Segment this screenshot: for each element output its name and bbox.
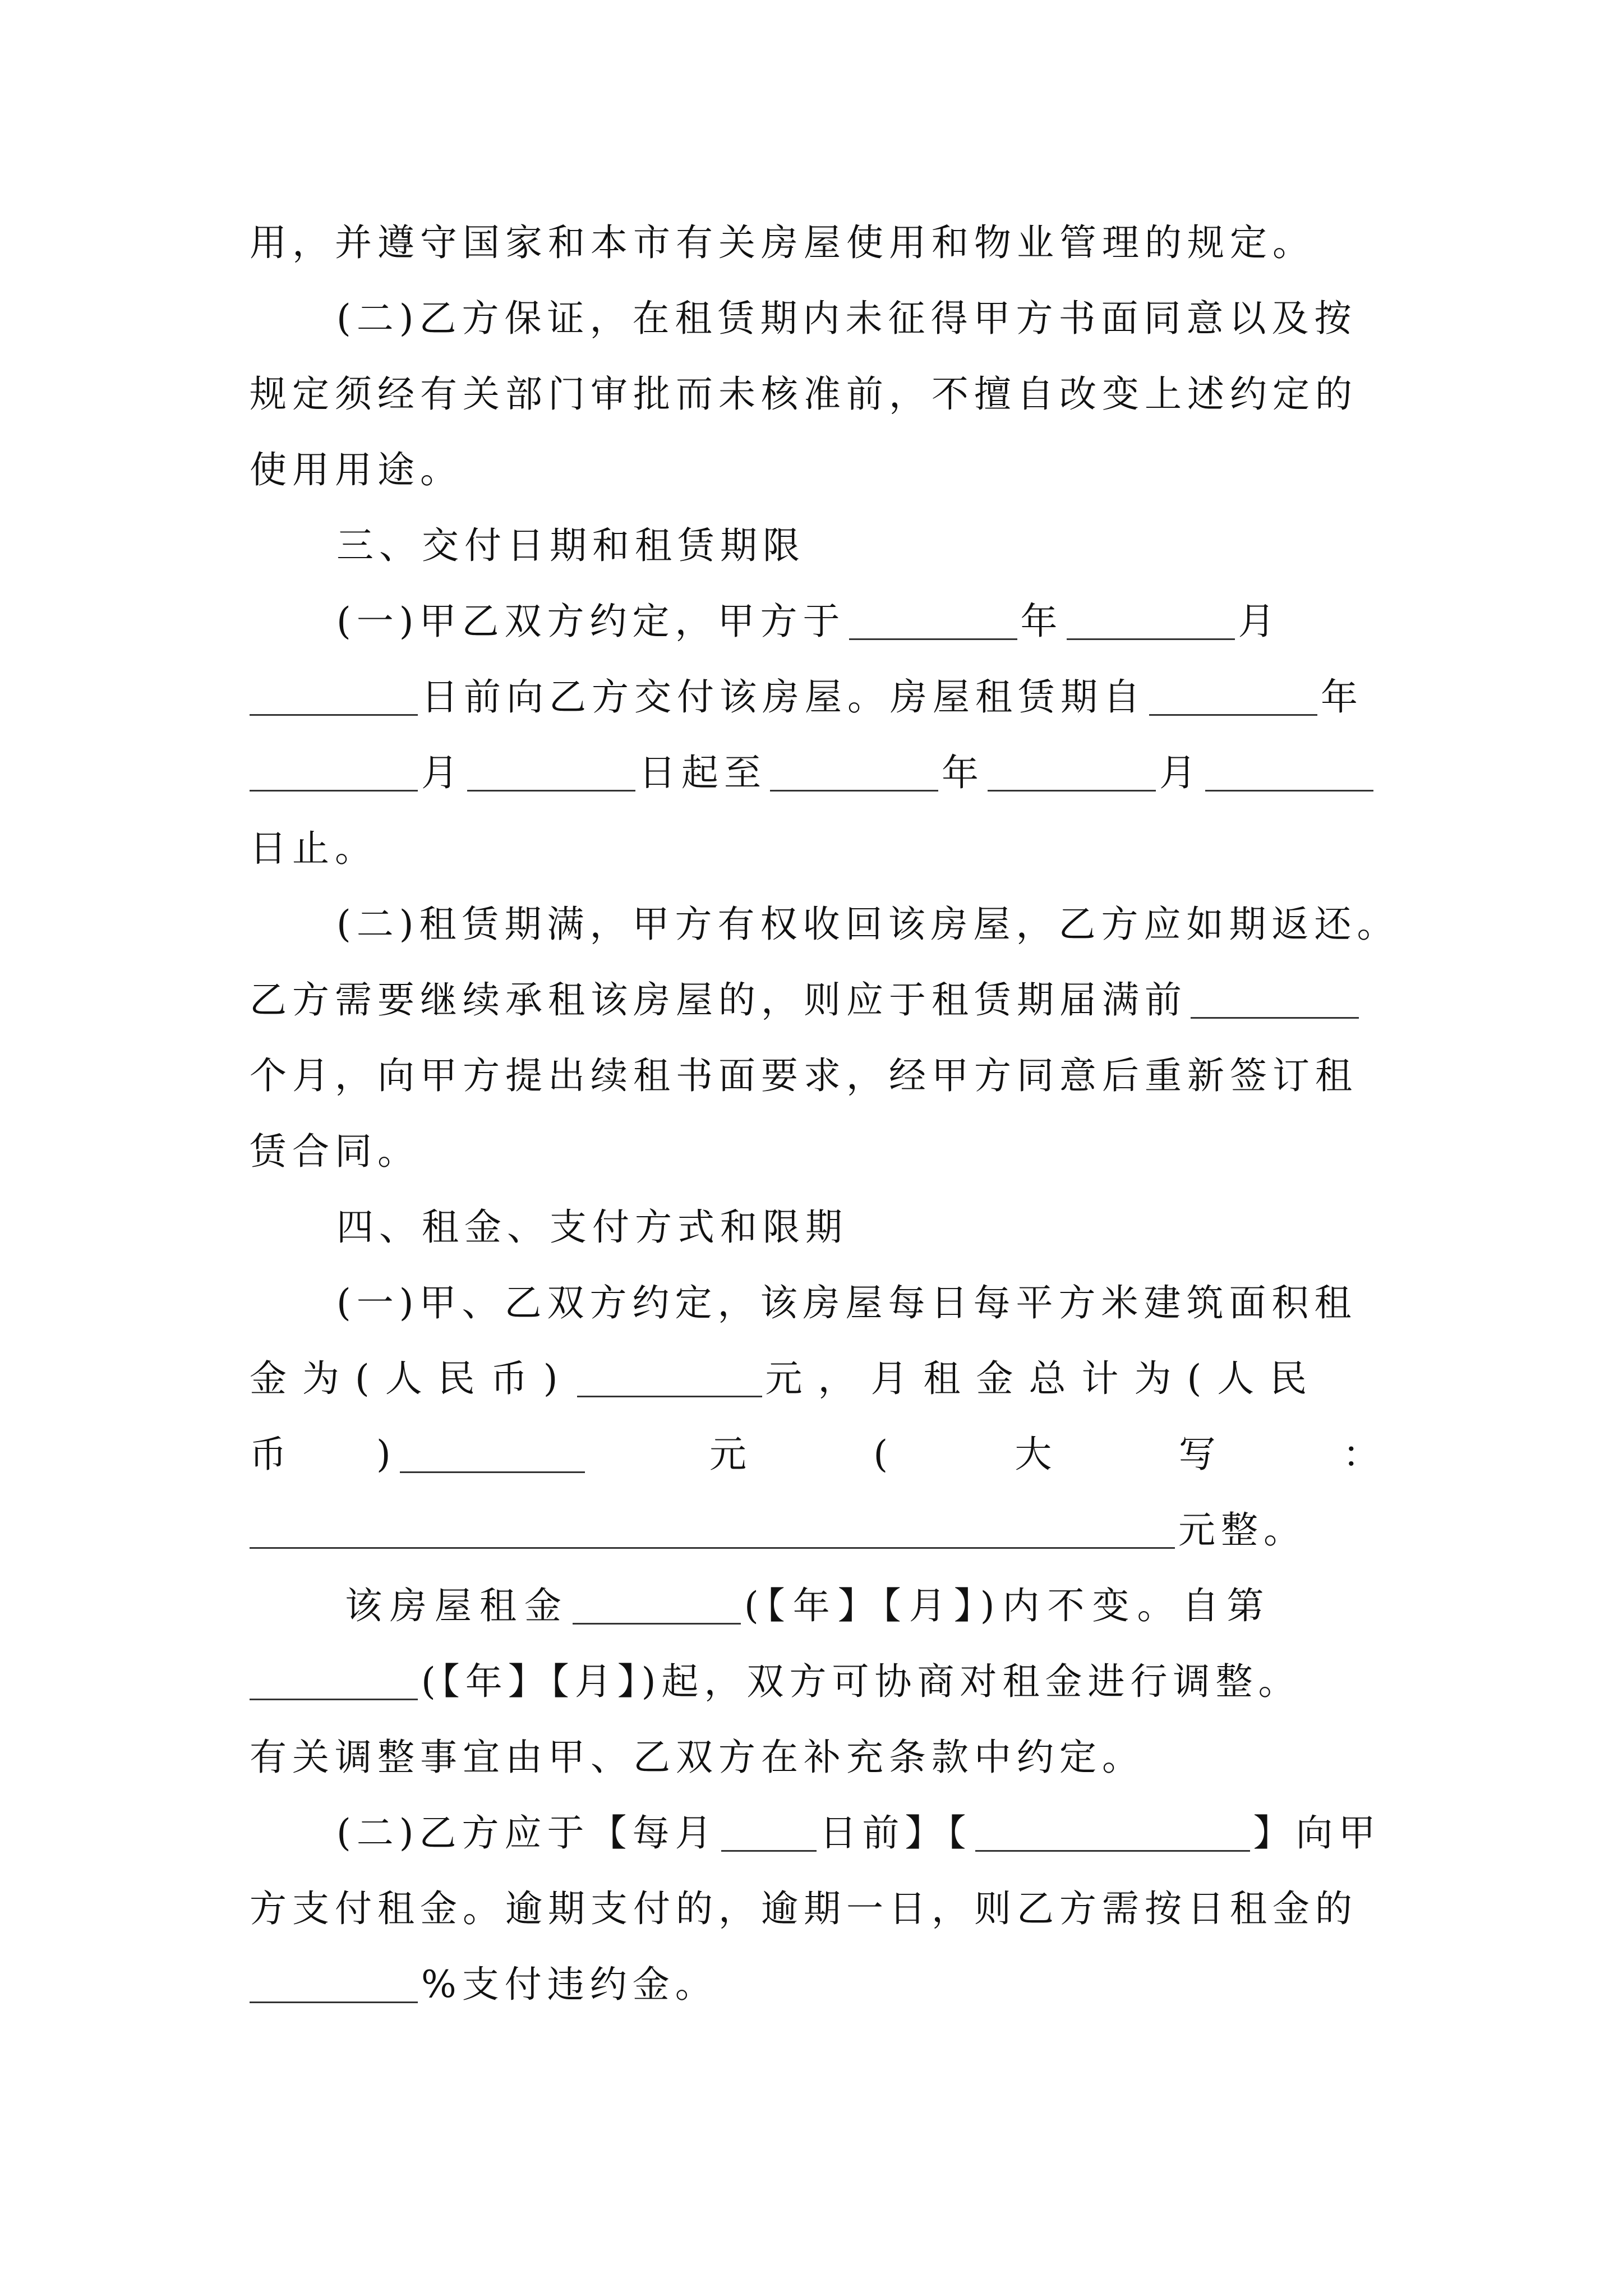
paragraph-line: [336, 1798, 1385, 1855]
blank-months-before: [1191, 980, 1359, 1019]
paragraph-line: [336, 889, 1400, 946]
text: 有关调整事宜由甲、乙双方在补充条款中约定。: [250, 1736, 1145, 1779]
blank-day: [467, 753, 635, 792]
text: 乙方需要继续承租该房屋的，则应于租赁期届满前: [250, 978, 1187, 1022]
text: ): [376, 1433, 396, 1476]
text: (二)租赁期满，甲方有权收回该房屋，乙方应如期返还。: [336, 903, 1400, 946]
blank-month: [250, 753, 418, 792]
text: 用，并遵守国家和本市有关房屋使用和物业管理的规定。: [250, 221, 1315, 264]
paragraph-line: [250, 1722, 1385, 1779]
blank-pay-day: [721, 1813, 817, 1852]
text: 金为(人民币): [250, 1357, 574, 1400]
paragraph-line: [345, 1571, 1385, 1625]
paragraph-line: [250, 965, 1385, 1022]
blank-pay-other: [975, 1813, 1250, 1852]
paragraph-line: [250, 1041, 1385, 1097]
text: %支付违约金。: [421, 1963, 718, 2006]
text: (二)乙方应于【每月: [336, 1811, 718, 1855]
paragraph-line: [250, 813, 1385, 870]
text: 大: [1015, 1433, 1058, 1476]
blank-daily-rent: [577, 1359, 762, 1397]
text: ：: [1342, 1433, 1385, 1476]
paragraph-line: [250, 1949, 1385, 2006]
paragraph-line: [250, 662, 1385, 719]
blank-penalty-rate: [250, 1964, 418, 2003]
blank-year: [1149, 677, 1317, 716]
paragraph-line: [336, 1268, 1385, 1322]
text: 日起至: [639, 751, 767, 794]
text: 规定须经有关部门审批而未核准前，不擅自改变上述约定的: [250, 372, 1358, 416]
text: 元: [709, 1433, 753, 1476]
paragraph-line: [250, 1116, 1385, 1173]
blank-day: [250, 677, 418, 716]
blank-rent-period: [573, 1586, 741, 1625]
text: 使用用途。: [250, 448, 463, 491]
section-heading: [336, 1192, 1385, 1249]
text: 个月，向甲方提出续租书面要求，经甲方同意后重新签订租: [250, 1054, 1358, 1097]
text: 】向甲: [1253, 1811, 1381, 1855]
text: 该房屋租金: [345, 1584, 569, 1627]
paragraph-line: [250, 1419, 1385, 1476]
text: (一)甲乙双方约定，甲方于: [336, 600, 846, 643]
text: 方支付租金。逾期支付的，逾期一日，则乙方需按日租金的: [250, 1887, 1358, 1930]
text: 月: [1238, 600, 1281, 643]
text: 日止。: [250, 827, 377, 870]
text: (【年】【月】)内不变。自第: [744, 1584, 1272, 1627]
blank-month: [988, 753, 1156, 792]
paragraph-line: [336, 283, 1385, 340]
blank-monthly-rent: [400, 1434, 585, 1473]
text: (【年】【月】)起，双方可协商对租金进行调整。: [421, 1660, 1301, 1703]
text: 元整。: [1178, 1508, 1306, 1552]
text: (: [873, 1433, 894, 1476]
blank-adjust-start: [250, 1662, 418, 1700]
paragraph-line: [250, 1343, 1385, 1400]
paragraph-line: [250, 1495, 1385, 1552]
section-heading: [336, 510, 1385, 567]
blank-year: [770, 753, 938, 792]
paragraph-line: [250, 208, 1385, 264]
text: (二)乙方保证，在租赁期内未征得甲方书面同意以及按: [336, 297, 1357, 340]
text: 月: [421, 751, 464, 794]
text: 日前向乙方交付该房屋。房屋租赁期自: [421, 675, 1146, 719]
text: 元，月租金总计为(人民: [765, 1357, 1323, 1400]
paragraph-line: [336, 586, 1385, 643]
text: 月: [1159, 751, 1202, 794]
heading-text: 四、租金、支付方式和限期: [336, 1205, 848, 1249]
paragraph-line: [250, 359, 1385, 416]
paragraph-line: [250, 1646, 1385, 1703]
text: 年: [1020, 600, 1063, 643]
text-group: [250, 1433, 588, 1476]
text: (一)甲、乙双方约定，该房屋每日每平方米建筑面积租: [336, 1281, 1357, 1324]
blank-year: [849, 601, 1017, 640]
text: 币: [250, 1433, 292, 1476]
text: 年: [1321, 675, 1363, 719]
blank-day: [1205, 753, 1373, 792]
paragraph-line: [250, 1874, 1385, 1930]
heading-text: 三、交付日期和租赁期限: [336, 524, 805, 567]
text: 日前】【: [819, 1811, 972, 1855]
paragraph-line: [250, 435, 1385, 489]
blank-amount-in-words: [250, 1510, 1175, 1549]
paragraph-line: [250, 738, 1385, 792]
text: 年: [942, 751, 984, 794]
blank-month: [1067, 601, 1235, 640]
text: 写: [1178, 1433, 1221, 1476]
text: 赁合同。: [250, 1130, 420, 1173]
